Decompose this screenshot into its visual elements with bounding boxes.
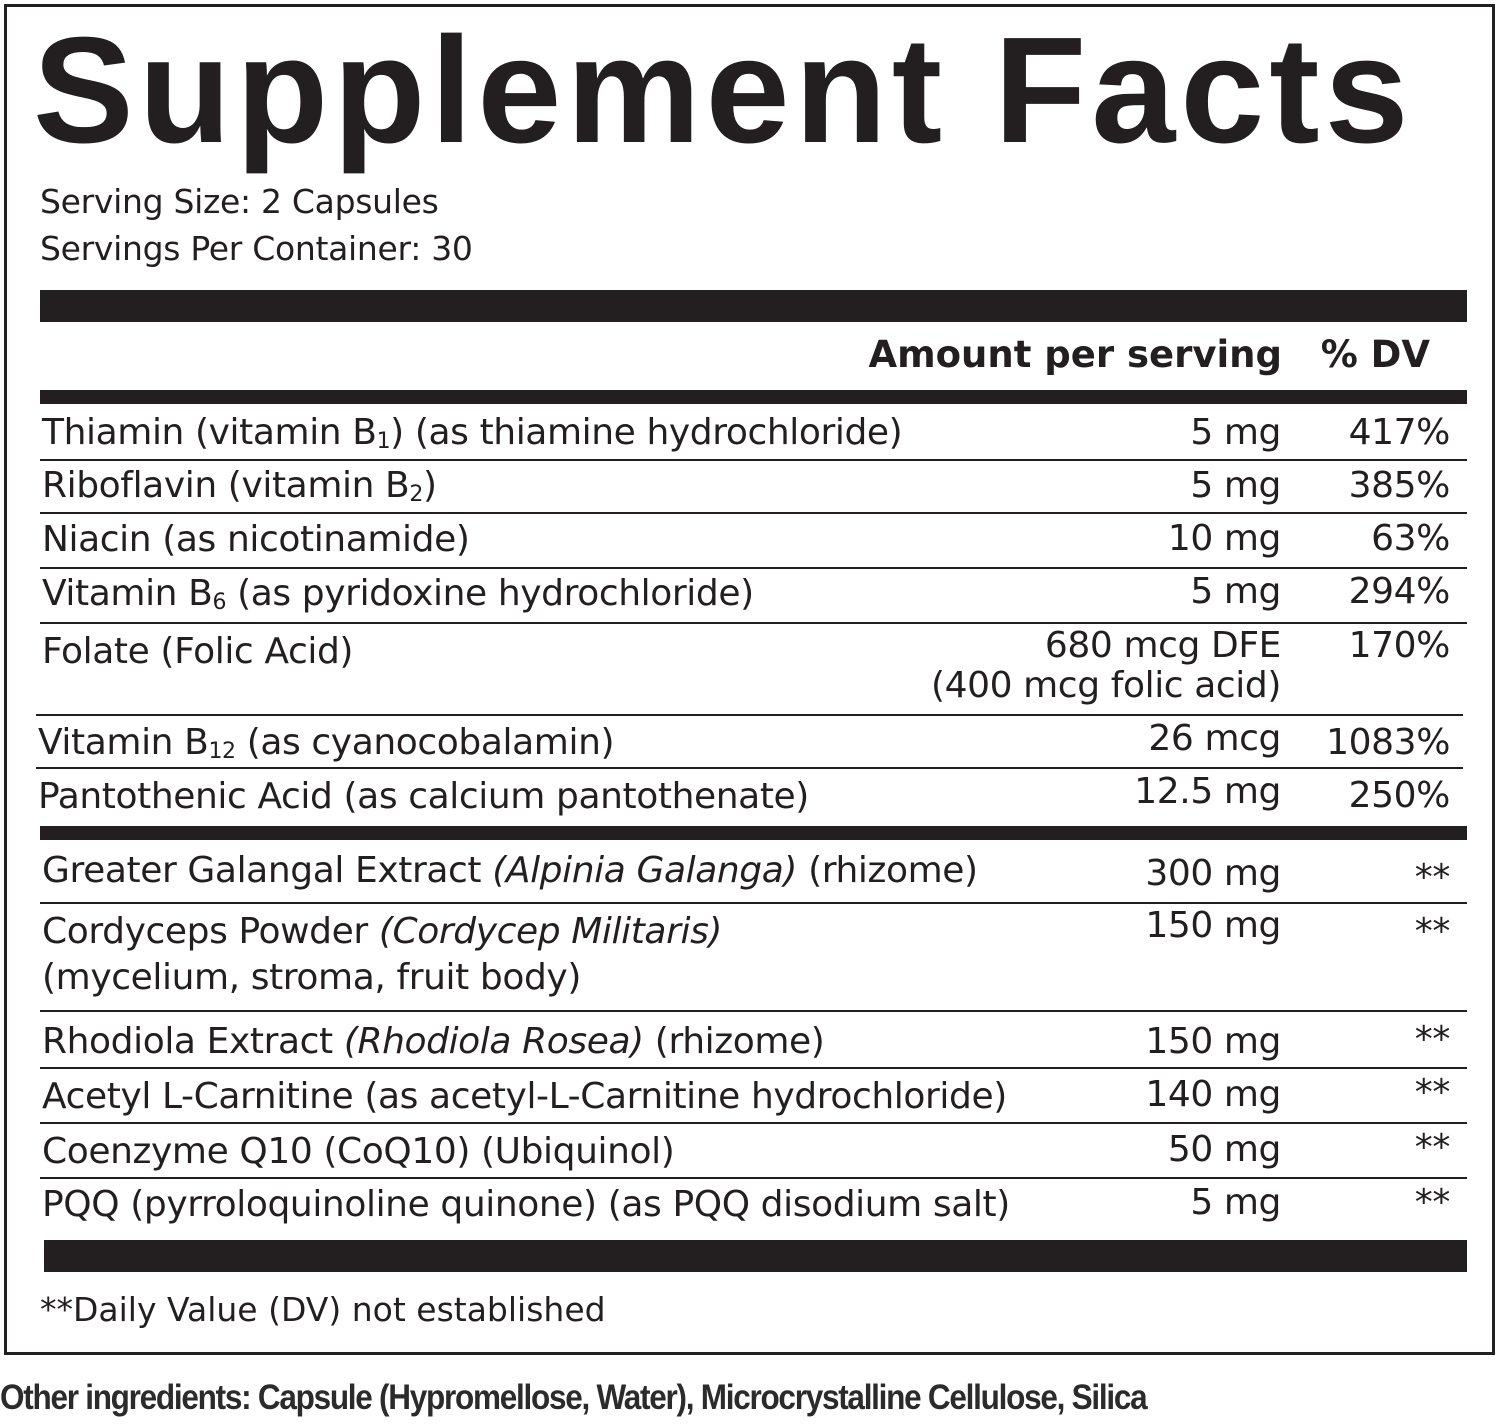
- serving-size: Serving Size: 2 Capsules: [40, 182, 439, 221]
- amount-greater-galangal: 300 mg: [1145, 853, 1281, 894]
- dv-vitamin-b6: 294%: [1348, 571, 1450, 612]
- ingredient-name-cordyceps: [42, 910, 722, 954]
- dv-vitamin-b12: 1083%: [1326, 722, 1450, 763]
- amount-thiamin: 5 mg: [1190, 412, 1281, 453]
- dv-pqq: **: [1414, 1182, 1450, 1223]
- row-divider: [40, 567, 1467, 569]
- other-ingredients: Other ingredients: Capsule (Hypromellose, Water), Microcrystalline Cellulose, Silica: [0, 1378, 1147, 1417]
- dv-cordyceps: **: [1414, 911, 1450, 952]
- page-title: Supplement Facts: [33, 5, 1414, 174]
- nutrient-name-vitamin-b6: [42, 572, 754, 625]
- ingredient-name-pqq: PQQ (pyrroloquinoline quinone) (as PQQ disodium salt): [42, 1184, 1010, 1225]
- amount-coenzyme-q10: 50 mg: [1167, 1129, 1281, 1170]
- dv-niacin: 63%: [1371, 518, 1450, 559]
- ingredient-name-cordyceps-parts: (mycelium, stroma, fruit body): [42, 957, 581, 998]
- name-part: Cordyceps Powder: [42, 911, 379, 952]
- amount-pantothenic-acid: 12.5 mg: [1134, 771, 1281, 812]
- nutrient-name-folate: Folate (Folic Acid): [42, 631, 354, 672]
- ingredient-name-acetyl-l-carnitine: Acetyl L-Carnitine (as acetyl-L-Carnitine hydrochloride): [42, 1076, 1007, 1117]
- row-divider: [40, 1010, 1467, 1012]
- nutrient-name-niacin: Niacin (as nicotinamide): [42, 519, 470, 560]
- row-divider: [40, 459, 1467, 461]
- header-divider: [40, 390, 1467, 404]
- daily-value-footnote: **Daily Value (DV) not established: [40, 1290, 606, 1329]
- subscript: 2: [409, 482, 423, 507]
- nutrient-name-thiamin: [42, 411, 902, 464]
- subscript: 6: [212, 590, 227, 615]
- name-part: Thiamin (vitamin B: [42, 412, 377, 453]
- dv-acetyl-l-carnitine: **: [1414, 1072, 1450, 1113]
- name-part: ) (as thiamine hydrochloride): [390, 412, 903, 453]
- name-part: Riboflavin (vitamin B: [42, 465, 410, 506]
- dv-coenzyme-q10: **: [1414, 1127, 1450, 1168]
- dv-greater-galangal: **: [1414, 857, 1450, 898]
- amount-folate: 680 mcg DFE: [1044, 625, 1281, 666]
- amount-acetyl-l-carnitine: 140 mg: [1145, 1074, 1281, 1115]
- row-divider: [40, 1067, 1467, 1069]
- name-part: (as pyridoxine hydrochloride): [226, 573, 754, 614]
- amount-pqq: 5 mg: [1190, 1182, 1281, 1223]
- amount-rhodiola: 150 mg: [1145, 1021, 1281, 1062]
- row-divider: [40, 1177, 1467, 1179]
- name-part: (as cyanocobalamin): [235, 722, 615, 763]
- dv-rhodiola: **: [1414, 1019, 1450, 1060]
- name-part: (rhizome): [643, 1021, 825, 1062]
- dv-folate: 170%: [1348, 625, 1450, 666]
- row-divider: [36, 714, 1463, 716]
- section-divider: [40, 826, 1467, 840]
- dv-riboflavin: 385%: [1348, 465, 1450, 506]
- latin-name: (Cordycep Militaris): [378, 911, 723, 952]
- name-part: Greater Galangal Extract: [42, 850, 493, 891]
- row-divider: [40, 1122, 1467, 1124]
- latin-name: (Alpinia Galanga): [492, 850, 798, 891]
- top-thick-divider: [40, 290, 1467, 322]
- ingredient-name-greater-galangal: [42, 849, 978, 893]
- amount-riboflavin: 5 mg: [1190, 465, 1281, 506]
- subscript: 1: [376, 429, 391, 454]
- name-part: Rhodiola Extract: [42, 1021, 344, 1062]
- name-part: (rhizome): [797, 850, 978, 891]
- daily-value-header: % DV: [1320, 333, 1430, 376]
- row-divider: [40, 512, 1467, 514]
- row-divider: [36, 767, 1463, 769]
- amount-folate-folic-acid: (400 mcg folic acid): [930, 665, 1281, 706]
- nutrient-name-pantothenic-acid: Pantothenic Acid (as calcium pantothenate): [38, 776, 809, 817]
- ingredient-name-coenzyme-q10: Coenzyme Q10 (CoQ10) (Ubiquinol): [42, 1131, 675, 1172]
- ingredient-name-rhodiola: [42, 1020, 824, 1064]
- name-part: Vitamin B: [38, 722, 209, 763]
- name-part: ): [422, 465, 437, 506]
- amount-vitamin-b6: 5 mg: [1190, 571, 1281, 612]
- amount-niacin: 10 mg: [1167, 518, 1281, 559]
- dv-pantothenic-acid: 250%: [1348, 775, 1450, 816]
- dv-thiamin: 417%: [1348, 412, 1450, 453]
- amount-per-serving-header: Amount per serving: [868, 333, 1282, 376]
- nutrient-name-riboflavin: [42, 464, 437, 517]
- subscript: 12: [208, 739, 236, 764]
- amount-cordyceps: 150 mg: [1145, 905, 1281, 946]
- name-part: Vitamin B: [42, 573, 213, 614]
- amount-vitamin-b12: 26 mcg: [1148, 718, 1281, 759]
- servings-per-container: Servings Per Container: 30: [40, 229, 473, 268]
- bottom-thick-divider: [44, 1240, 1467, 1272]
- latin-name: (Rhodiola Rosea): [343, 1021, 644, 1062]
